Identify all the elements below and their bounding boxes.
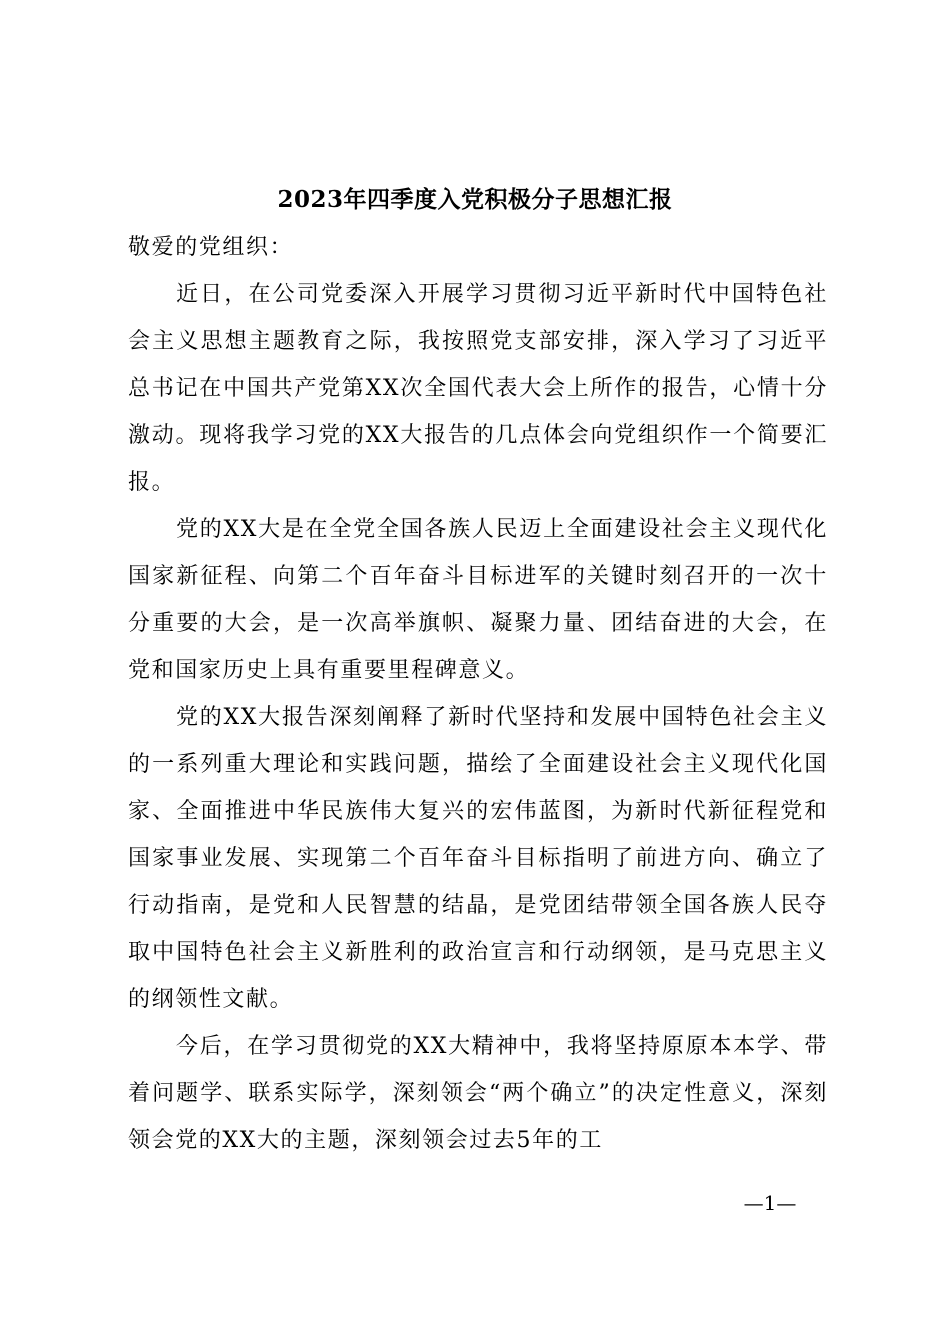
document-body xyxy=(128,224,828,1164)
document-title: 2023年四季度入党积极分子思想汇报 xyxy=(277,186,673,213)
salutation: 敬爱的党组织： xyxy=(128,235,294,260)
page-number: —1— xyxy=(743,1191,797,1215)
paragraph-2: 党的XX大是在全党全国各族人民迈上全面建设社会主义现代化国家新征程、向第二个百年奋斗目标进军的关键时刻召开的一次十分重要的大会，是一次高举旗帜、凝聚力量、团结奋进的大会，在党和国家历史上具有重要里程碑意义。 xyxy=(128,517,828,683)
paragraph-3: 党的XX大报告深刻阐释了新时代坚持和发展中国特色社会主义的一系列重大理论和实践问题，描绘了全面建设社会主义现代化国家、全面推进中华民族伟大复兴的宏伟蓝图，为新时代新征程党和国家事业发展、实现第二个百年奋斗目标指明了前进方向、确立了行动指南，是党和人民智慧的结晶，是党团结带领全国各族人民夺取中国特色社会主义新胜利的政治宣言和行动纲领，是马克思主义的纲领性文献。 xyxy=(128,705,828,1012)
paragraph-4: 今后，在学习贯彻党的XX大精神中，我将坚持原原本本学、带着问题学、联系实际学，深刻领会“两个确立”的决定性意义，深刻领会党的XX大的主题，深刻领会过去5年的工 xyxy=(128,1034,828,1153)
paragraph-1: 近日，在公司党委深入开展学习贯彻习近平新时代中国特色社会主义思想主题教育之际，我按照党支部安排，深入学习了习近平总书记在中国共产党第XX次全国代表大会上所作的报告，心情十分激动。现将我学习党的XX大报告的几点体会向党组织作一个简要汇报。 xyxy=(128,282,828,495)
